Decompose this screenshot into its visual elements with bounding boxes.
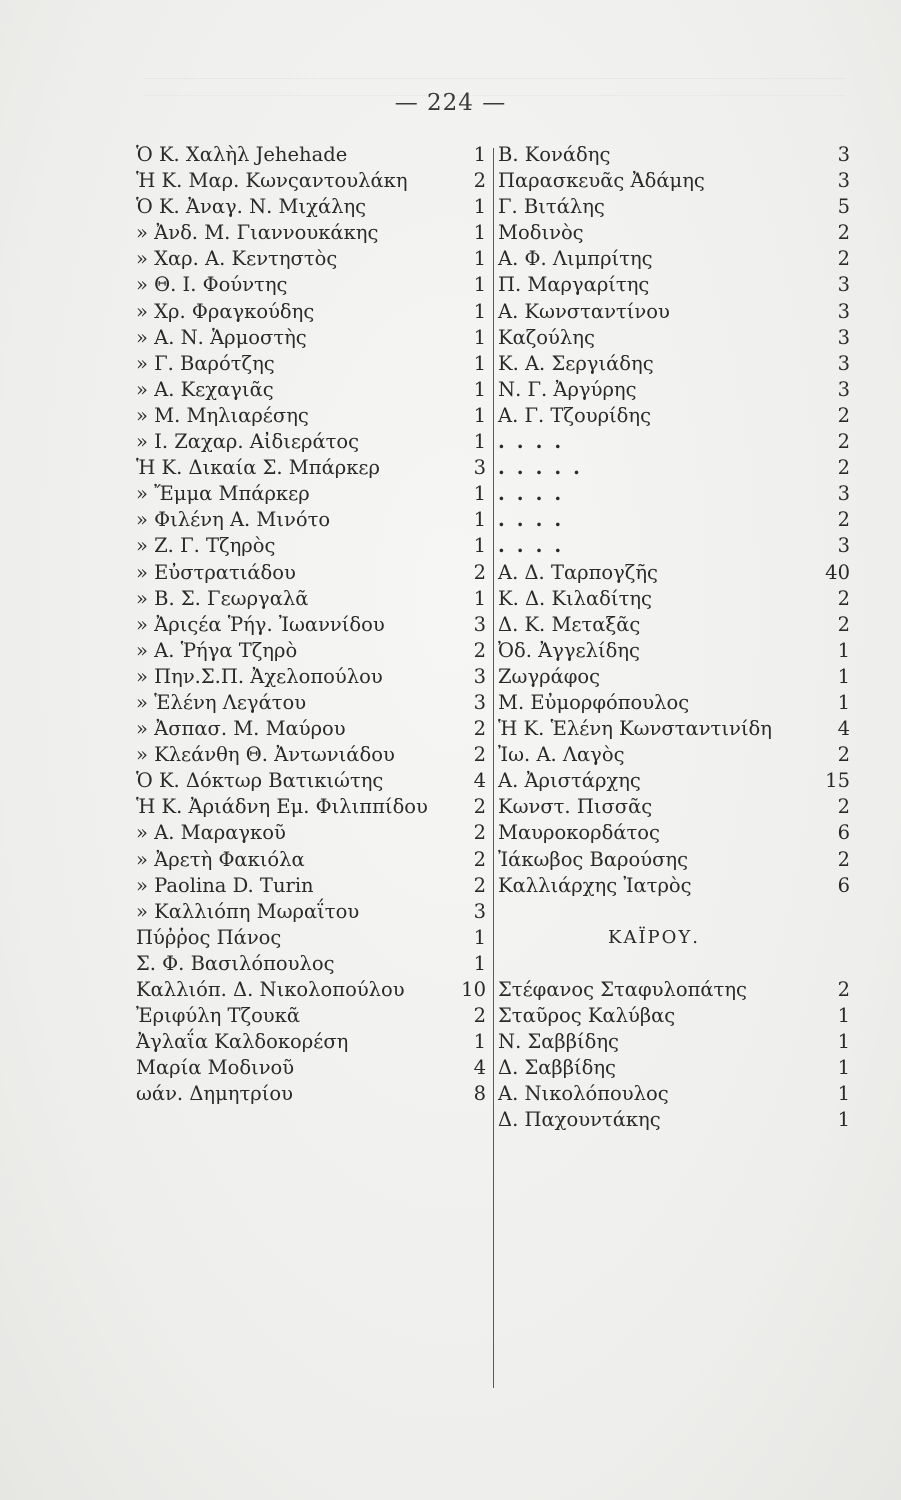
- donor-name: Ὁ Κ. Χαλὴλ Jehehade: [136, 143, 348, 166]
- donation-amount: 1: [473, 325, 486, 349]
- donation-amount: 1: [473, 143, 486, 166]
- donor-row: [136, 220, 492, 246]
- donor-name: Ν. Γ. Ἀργύρης: [498, 377, 637, 401]
- donation-amount: 2: [837, 403, 850, 427]
- donor-name: » Ζ. Γ. Τζηρὸς: [136, 534, 276, 558]
- donor-row: [498, 481, 850, 507]
- donor-row: [498, 533, 850, 559]
- donor-name: Δ. Σαββίδης: [498, 1056, 616, 1080]
- donor-row: [498, 1107, 850, 1133]
- page-number: — 224 —: [394, 90, 507, 116]
- donation-amount: 2: [837, 508, 850, 532]
- donor-name: Ἀγλαΐα Καλδοκορέση: [136, 1030, 349, 1054]
- donation-amount: 2: [837, 247, 850, 271]
- donor-row: [136, 638, 492, 664]
- donor-row: [498, 142, 850, 168]
- donation-amount: 3: [837, 351, 850, 375]
- donation-amount: 3: [837, 273, 850, 297]
- donor-name: » Ἀρετὴ Φακιόλα: [136, 847, 305, 871]
- donation-amount: 1: [837, 664, 850, 688]
- donor-name: Ἰω. Α. Λαγὸς: [498, 743, 625, 767]
- donor-row: [498, 325, 850, 351]
- donor-row: [498, 847, 850, 873]
- donor-name: Ὀδ. Ἀγγελίδης: [498, 638, 640, 662]
- donor-row: [136, 690, 492, 716]
- donor-row: [498, 403, 850, 429]
- donor-row: [136, 246, 492, 272]
- donation-amount: 1: [473, 377, 486, 401]
- donor-name: » Μ. Μηλιαρέσης: [136, 403, 309, 427]
- donation-amount: 1: [473, 951, 486, 975]
- donor-row: [498, 429, 850, 455]
- donor-row: [136, 586, 492, 612]
- donation-amount: 1: [473, 482, 486, 506]
- donor-row: [498, 742, 850, 768]
- donation-amount: 3: [837, 143, 850, 166]
- donor-name: Κ. Α. Σεργιάδης: [498, 351, 654, 375]
- donor-name: » Ἀριςέα Ῥήγ. Ἰωαννίδου: [136, 612, 385, 636]
- donor-name: Β. Κονάδης: [498, 143, 611, 166]
- donor-row: [498, 272, 850, 298]
- donor-row: [136, 768, 492, 794]
- donor-row: [136, 664, 492, 690]
- donor-row: [498, 690, 850, 716]
- donation-amount: 3: [473, 664, 486, 688]
- donor-row: [136, 429, 492, 455]
- donation-amount: 2: [473, 847, 486, 871]
- donation-amount: 3: [473, 456, 486, 480]
- donor-name: ....: [498, 534, 574, 558]
- donor-name: ....: [498, 430, 574, 454]
- donor-name: » Paolina D. Turin: [136, 873, 314, 897]
- donor-name: Μαυροκορδάτος: [498, 821, 660, 845]
- donation-amount: 2: [473, 1004, 486, 1028]
- donor-name: ωάν. Δημητρίου: [136, 1082, 293, 1106]
- donation-amount: 2: [837, 221, 850, 245]
- left-donor-column: [136, 142, 492, 1107]
- donor-row: [498, 351, 850, 377]
- donor-name: » Ἔμμα Μπάρκερ: [136, 482, 310, 506]
- donor-row: [498, 768, 850, 794]
- donor-name: Α. Νικολόπουλος: [498, 1082, 669, 1106]
- donor-name: Ὁ Κ. Δόκτωρ Βατικιώτης: [136, 769, 384, 793]
- donor-row: [136, 612, 492, 638]
- donor-row: [498, 1081, 850, 1107]
- donor-row: [136, 820, 492, 846]
- donation-amount: 15: [825, 769, 850, 793]
- donation-amount: 3: [837, 534, 850, 558]
- donation-amount: 2: [837, 456, 850, 480]
- donor-row: [136, 899, 492, 925]
- donor-row: [498, 716, 850, 742]
- donor-name: Α. Κωνσταντίνου: [498, 299, 670, 323]
- donor-name: Α. Ἀριστάρχης: [498, 769, 641, 793]
- donation-amount: 1: [473, 508, 486, 532]
- donation-amount: 2: [473, 560, 486, 584]
- donor-name: ....: [498, 508, 574, 532]
- donor-name: Ἡ Κ. Ἀριάδνη Εμ. Φιλιππίδου: [136, 795, 428, 819]
- donor-name: Πύῤῥος Πάνος: [136, 925, 282, 949]
- donation-amount: 3: [837, 299, 850, 323]
- donor-row: [136, 925, 492, 951]
- donor-row: [498, 194, 850, 220]
- donor-row: [136, 951, 492, 977]
- donor-name: Ἰάκωβος Βαρούσης: [498, 847, 689, 871]
- right-donor-column: [498, 142, 850, 1134]
- column-divider: [493, 148, 494, 1388]
- donation-amount: 1: [473, 221, 486, 245]
- donor-name: Ζωγράφος: [498, 664, 601, 688]
- donation-amount: 2: [837, 612, 850, 636]
- donor-name: Ὁ Κ. Ἀναγ. Ν. Μιχάλης: [136, 195, 367, 219]
- donor-row: [136, 1029, 492, 1055]
- donation-amount: 8: [473, 1082, 486, 1106]
- donor-name: Α. Δ. Ταρπογζῆς: [498, 560, 658, 584]
- section-heading-label: ΚΑΪΡΟΥ.: [608, 926, 701, 948]
- donor-row: [498, 1055, 850, 1081]
- donor-name: » Β. Σ. Γεωργαλᾶ: [136, 586, 309, 610]
- donation-amount: 2: [837, 795, 850, 819]
- donor-row: [498, 820, 850, 846]
- donation-amount: 2: [837, 430, 850, 454]
- donor-name: » Καλλιόπη Μωραΐτου: [136, 899, 360, 923]
- donation-amount: 3: [473, 899, 486, 923]
- donor-row: [498, 1029, 850, 1055]
- donation-amount: 1: [837, 1030, 850, 1054]
- donor-row: [498, 220, 850, 246]
- donation-amount: 10: [461, 978, 486, 1001]
- donation-amount: 2: [473, 795, 486, 819]
- donor-row: [498, 586, 850, 612]
- donor-row: [498, 377, 850, 403]
- donor-row: [136, 1003, 492, 1029]
- donation-amount: 1: [837, 1004, 850, 1028]
- donor-row: [136, 377, 492, 403]
- donor-name: Γ. Βιτάλης: [498, 195, 605, 219]
- donor-name: » Α. Ν. Ἁρμοστὴς: [136, 325, 307, 349]
- donor-name: Καλλιάρχης Ἰατρὸς: [498, 873, 692, 897]
- donation-amount: 2: [837, 586, 850, 610]
- donation-amount: 6: [837, 821, 850, 845]
- donor-name: » Πην.Σ.Π. Ἀχελοπούλου: [136, 664, 383, 688]
- donor-name: Ἡ Κ. Μαρ. Κωνςαντουλάκη: [136, 169, 408, 193]
- donation-amount: 6: [837, 873, 850, 897]
- donation-amount: 3: [837, 377, 850, 401]
- donor-name: » Χαρ. Α. Κεντηστὸς: [136, 247, 338, 271]
- donor-row: [136, 794, 492, 820]
- donation-amount: 1: [473, 925, 486, 949]
- donor-name: Ἡ Κ. Δικαία Σ. Μπάρκερ: [136, 456, 380, 480]
- donor-name: Δ. Κ. Μεταξᾶς: [498, 612, 641, 636]
- donor-row: [136, 533, 492, 559]
- donor-name: » Φιλένη Α. Μινότο: [136, 508, 331, 532]
- donor-name: Δ. Παχουντάκης: [498, 1108, 661, 1132]
- donor-name: Καλλιόπ. Δ. Νικολοπούλου: [136, 978, 405, 1001]
- donor-row: [498, 873, 850, 899]
- donor-name: » Ι. Ζαχαρ. Αἰδιεράτος: [136, 430, 360, 454]
- donor-row: [498, 899, 850, 925]
- donor-name: » Εὐστρατιάδου: [136, 560, 296, 584]
- donation-amount: 2: [837, 978, 850, 1001]
- donation-amount: 2: [473, 169, 486, 193]
- donor-row: [136, 272, 492, 298]
- donor-name: Π. Μαργαρίτης: [498, 273, 650, 297]
- donor-row: [498, 977, 850, 1003]
- donor-name: Κωνστ. Πισσᾶς: [498, 795, 653, 819]
- section-heading: [498, 925, 850, 951]
- donation-amount: 2: [473, 638, 486, 662]
- donor-row: [136, 873, 492, 899]
- donation-amount: 2: [837, 743, 850, 767]
- donation-amount: 4: [837, 717, 850, 741]
- donor-name: » Ἀνδ. Μ. Γιαννουκάκης: [136, 221, 379, 245]
- donation-amount: 1: [837, 1056, 850, 1080]
- donation-amount: 5: [837, 195, 850, 219]
- donation-amount: 1: [837, 638, 850, 662]
- donation-amount: 1: [473, 534, 486, 558]
- donor-row: [498, 664, 850, 690]
- donation-amount: 2: [473, 743, 486, 767]
- donor-row: [136, 481, 492, 507]
- donation-amount: 1: [473, 273, 486, 297]
- donor-name: Ν. Σαββίδης: [498, 1030, 619, 1054]
- donor-row: [498, 638, 850, 664]
- donation-amount: 1: [473, 247, 486, 271]
- donor-name: » Α. Μαραγκοῦ: [136, 821, 286, 845]
- donor-row: [136, 325, 492, 351]
- donor-row: [498, 794, 850, 820]
- donor-name: Ἐριφύλη Τζουκᾶ: [136, 1004, 301, 1028]
- donor-name: » Χρ. Φραγκούδης: [136, 299, 315, 323]
- donor-row: [498, 951, 850, 977]
- donation-amount: 3: [837, 169, 850, 193]
- donor-name: » Α. Κεχαγιᾶς: [136, 377, 274, 401]
- donation-amount: 4: [473, 1056, 486, 1080]
- donor-name: Παρασκευᾶς Ἀδάμης: [498, 169, 705, 193]
- donor-name: » Ἀσπασ. Μ. Μαύρου: [136, 717, 346, 741]
- donation-amount: 1: [837, 690, 850, 714]
- donor-row: [498, 455, 850, 481]
- donation-amount: 1: [473, 1030, 486, 1054]
- donation-amount: 2: [473, 821, 486, 845]
- donation-amount: 1: [837, 1082, 850, 1106]
- donation-amount: 4: [473, 769, 486, 793]
- donor-row: [498, 560, 850, 586]
- donation-amount: 1: [473, 351, 486, 375]
- donor-row: [136, 1081, 492, 1107]
- donor-name: » Α. Ῥήγα Τζηρὸ: [136, 638, 298, 662]
- donor-name: » Γ. Βαρότζης: [136, 351, 275, 375]
- donor-name: Μαρία Μοδινοῦ: [136, 1056, 295, 1080]
- donor-row: [136, 168, 492, 194]
- donor-row: [136, 142, 492, 168]
- donor-row: [498, 168, 850, 194]
- donation-amount: 40: [825, 560, 850, 584]
- donor-row: [498, 612, 850, 638]
- donor-name: Α. Φ. Λιμπρίτης: [498, 247, 653, 271]
- donor-row: [498, 246, 850, 272]
- donor-row: [136, 716, 492, 742]
- donation-amount: 1: [473, 586, 486, 610]
- donation-amount: 3: [473, 612, 486, 636]
- donor-name: Σταῦρος Καλύβας: [498, 1004, 676, 1028]
- donation-amount: 1: [473, 403, 486, 427]
- donor-row: [136, 1055, 492, 1081]
- donor-row: [136, 351, 492, 377]
- donor-row: [136, 403, 492, 429]
- donation-amount: 1: [473, 430, 486, 454]
- donation-amount: 3: [837, 325, 850, 349]
- donor-row: [136, 560, 492, 586]
- donor-row: [498, 1003, 850, 1029]
- donor-row: [136, 507, 492, 533]
- donor-row: [498, 507, 850, 533]
- donor-name: .....: [498, 456, 592, 480]
- donor-name: Μ. Εὐμορφόπουλος: [498, 690, 690, 714]
- donor-name: Σ. Φ. Βασιλόπουλος: [136, 951, 335, 975]
- donation-amount: 1: [837, 1108, 850, 1132]
- donation-amount: 2: [473, 873, 486, 897]
- donation-amount: 3: [837, 482, 850, 506]
- donor-name: Κ. Δ. Κιλαδίτης: [498, 586, 652, 610]
- donor-name: Καζούλης: [498, 325, 595, 349]
- donor-name: ....: [498, 482, 574, 506]
- donation-amount: 2: [837, 847, 850, 871]
- donor-name: Στέφανος Σταφυλοπάτης: [498, 978, 747, 1001]
- donor-name: » Ἑλένη Λεγάτου: [136, 690, 307, 714]
- donation-amount: 1: [473, 299, 486, 323]
- donor-name: Ἡ Κ. Ἑλένη Κωνσταντινίδη: [498, 717, 772, 741]
- donor-row: [136, 455, 492, 481]
- donation-amount: 2: [473, 717, 486, 741]
- donor-name: » Θ. Ι. Φούντης: [136, 273, 288, 297]
- donation-amount: 1: [473, 195, 486, 219]
- donor-name: Α. Γ. Τζουρίδης: [498, 403, 652, 427]
- donor-row: [136, 977, 492, 1003]
- donor-row: [136, 299, 492, 325]
- donor-row: [136, 742, 492, 768]
- donor-name: Μοδινὸς: [498, 221, 584, 245]
- donor-row: [136, 847, 492, 873]
- donor-name: » Κλεάνθη Θ. Ἀντωνιάδου: [136, 743, 395, 767]
- donor-row: [498, 299, 850, 325]
- donor-row: [136, 194, 492, 220]
- donation-amount: 3: [473, 690, 486, 714]
